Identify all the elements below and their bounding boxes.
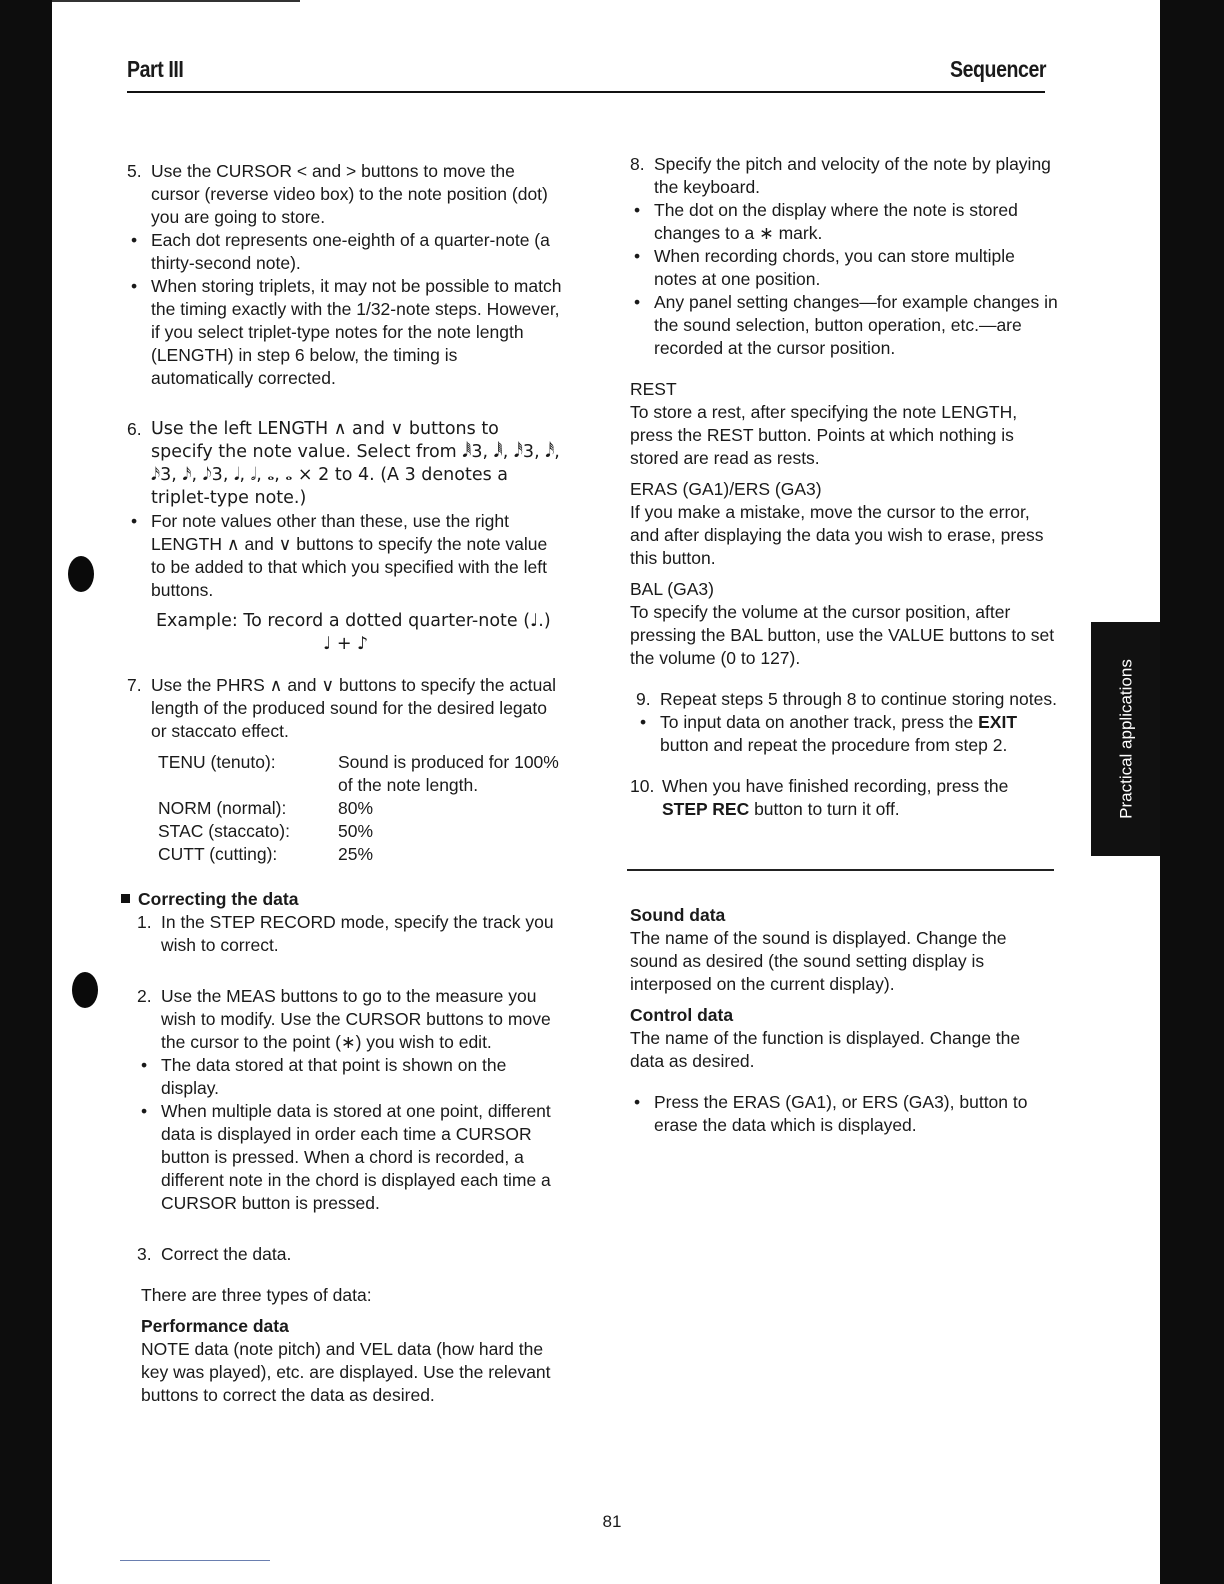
control-title: Control data — [630, 1005, 734, 1025]
step-7 — [127, 674, 563, 743]
eras-title: ERAS (GA1)/ERS (GA3) — [630, 479, 822, 499]
step-number: 9. — [636, 689, 651, 709]
performance-text: NOTE data (note pitch) and VEL data (how hard the key was played), etc. are displayed. Use the relevant buttons to correct the data as desired. — [141, 1339, 551, 1405]
step-number: 1. — [137, 912, 152, 932]
bullet-icon: • — [634, 246, 641, 266]
section-divider — [627, 869, 1054, 871]
step-text: Use the MEAS buttons to go to the measure you wish to modify. Use the CURSOR buttons to move the cursor to the point (∗) you wish to edit. — [161, 986, 551, 1052]
bal-title: BAL (GA3) — [630, 579, 714, 599]
rest-title: REST — [630, 379, 677, 399]
list-item: • Any panel setting changes—for example changes in the sound selection, button operation, etc.—are recorded at the cursor position. — [634, 292, 1058, 358]
list-item: • The dot on the display where the note is stored changes to a ∗ mark. — [634, 200, 1018, 243]
step-text: In the STEP RECORD mode, specify the track you wish to correct. — [161, 912, 554, 955]
bullet-icon: • — [131, 230, 138, 250]
scan-border-right — [1160, 0, 1224, 1584]
performance-title: Performance data — [141, 1316, 289, 1336]
step-10 — [630, 775, 1058, 821]
list-item: • The data stored at that point is shown on the display. — [141, 1055, 507, 1098]
list-item: • Press the ERAS (GA1), or ERS (GA3), button to erase the data which is displayed. — [634, 1092, 1028, 1135]
header-rule — [127, 91, 1045, 93]
square-bullet-icon — [121, 894, 130, 903]
example-formula: ♩ + ♪ — [323, 634, 369, 654]
bal-text: To specify the volume at the cursor position, after pressing the BAL button, use the VALUE buttons to set the volume (0 to 127). — [630, 602, 1055, 668]
table-value: 50% — [338, 821, 374, 841]
bullet-icon: • — [131, 276, 138, 296]
step-text: Correct the data. — [161, 1244, 292, 1264]
step-number: 10. — [630, 776, 655, 796]
correct-step-1 — [137, 911, 567, 957]
step-number: 6. — [127, 419, 142, 439]
rest-text: To store a rest, after specifying the note LENGTH, press the REST button. Points at which nothing is stored are read as rests. — [630, 402, 1018, 468]
step-number: 8. — [630, 154, 645, 174]
step-text: Use the left LENGTH ∧ and ∨ buttons to specify the note value. Select from 𝅘𝅥𝅱3, 𝅘𝅥𝅱, 𝅘𝅥𝅰3, 𝅘𝅥𝅰, 𝅘𝅥𝅯3, 𝅘𝅥𝅯, 𝅘𝅥𝅮3, 𝅘𝅥, 𝅗𝅥, 𝅝, 𝅝 × 2 to 4. (A 3 denotes a triplet-type note.) — [151, 419, 560, 508]
step-5 — [127, 160, 563, 229]
table-value: 25% — [338, 844, 374, 864]
control-text: The name of the function is displayed. Change the data as desired. — [630, 1028, 1021, 1071]
bullet-icon: • — [640, 712, 647, 732]
example-text: Example: To record a dotted quarter-note (♩.) — [156, 611, 551, 631]
list-item: • When recording chords, you can store multiple notes at one position. — [634, 246, 1015, 289]
table-label: STAC (staccato): — [158, 821, 290, 841]
correcting-left — [137, 888, 567, 1407]
step-number: 3. — [137, 1244, 152, 1264]
table-label: TENU (tenuto): — [158, 752, 276, 772]
correct-step-2 — [137, 985, 567, 1054]
bullet-icon: • — [634, 200, 641, 220]
step-number: 2. — [137, 986, 152, 1006]
step-text: Repeat steps 5 through 8 to continue storing notes. — [660, 689, 1057, 709]
correcting-title: Correcting the data — [121, 888, 567, 911]
list-item: • When storing triplets, it may not be possible to match the timing exactly with the 1/32-note steps. However, if you select triplet-type notes for the note length (LENGTH) in step 6 below, the timing is automatically corrected. — [131, 276, 562, 388]
table-label: NORM (normal): — [158, 798, 287, 818]
step-text: When you have finished recording, press the STEP REC button to turn it off. — [662, 776, 1009, 819]
step-8 — [630, 153, 1058, 199]
left-column — [127, 160, 563, 866]
correct-step-3 — [137, 1243, 567, 1266]
page-number: 81 — [602, 1512, 622, 1531]
side-tab — [1091, 622, 1160, 856]
list-item: • To input data on another track, press the EXIT button and repeat the procedure from step 2. — [640, 712, 1018, 755]
right-column — [630, 153, 1058, 821]
part-label: Part III — [127, 56, 184, 82]
step-text: Use the PHRS ∧ and ∨ buttons to specify the actual length of the produced sound for the desired legato or staccato effect. — [151, 675, 556, 741]
phrase-table — [127, 751, 563, 866]
bullet-icon: • — [634, 292, 641, 312]
binder-hole-icon — [68, 556, 94, 592]
step-number: 7. — [127, 675, 142, 695]
types-intro: There are three types of data: — [141, 1285, 372, 1305]
step-9 — [630, 688, 1058, 711]
scan-border-left — [0, 0, 52, 1584]
bullet-icon: • — [131, 511, 138, 531]
list-item: • For note values other than these, use the right LENGTH ∧ and ∨ buttons to specify the note value to be added to that which you specified with the left buttons. — [131, 511, 548, 600]
correcting-right — [630, 904, 1058, 1137]
eras-text: If you make a mistake, move the cursor to the error, and after displaying the data you wish to erase, press this button. — [630, 502, 1044, 568]
binder-hole-icon — [72, 972, 98, 1008]
side-tab-label: Practical applications — [1116, 659, 1135, 819]
table-value: Sound is produced for 100% of the note length. — [338, 752, 559, 795]
bullet-icon: • — [141, 1101, 148, 1121]
step-number: 5. — [127, 161, 142, 181]
table-value: 80% — [338, 798, 374, 818]
list-item: • When multiple data is stored at one point, different data is displayed in order each time a CURSOR button is pressed. When a chord is recorded, a different note in the chord is displayed each time a CURSOR button is pressed. — [141, 1101, 551, 1213]
step-6 — [127, 418, 563, 510]
bullet-icon: • — [141, 1055, 148, 1075]
list-item: • Each dot represents one-eighth of a quarter-note (a thirty-second note). — [131, 230, 550, 273]
step-text: Specify the pitch and velocity of the note by playing the keyboard. — [654, 154, 1051, 197]
section-title: Sequencer — [949, 56, 1046, 82]
scan-edge-top — [52, 0, 300, 2]
sound-title: Sound data — [630, 905, 726, 925]
sound-text: The name of the sound is displayed. Change the sound as desired (the sound setting display is interposed on the current display). — [630, 928, 1007, 994]
scan-edge-bottom — [120, 1560, 270, 1561]
bullet-icon: • — [634, 1092, 641, 1112]
step-text: Use the CURSOR < and > buttons to move the cursor (reverse video box) to the note position (dot) you are going to store. — [151, 161, 548, 227]
table-label: CUTT (cutting): — [158, 844, 278, 864]
